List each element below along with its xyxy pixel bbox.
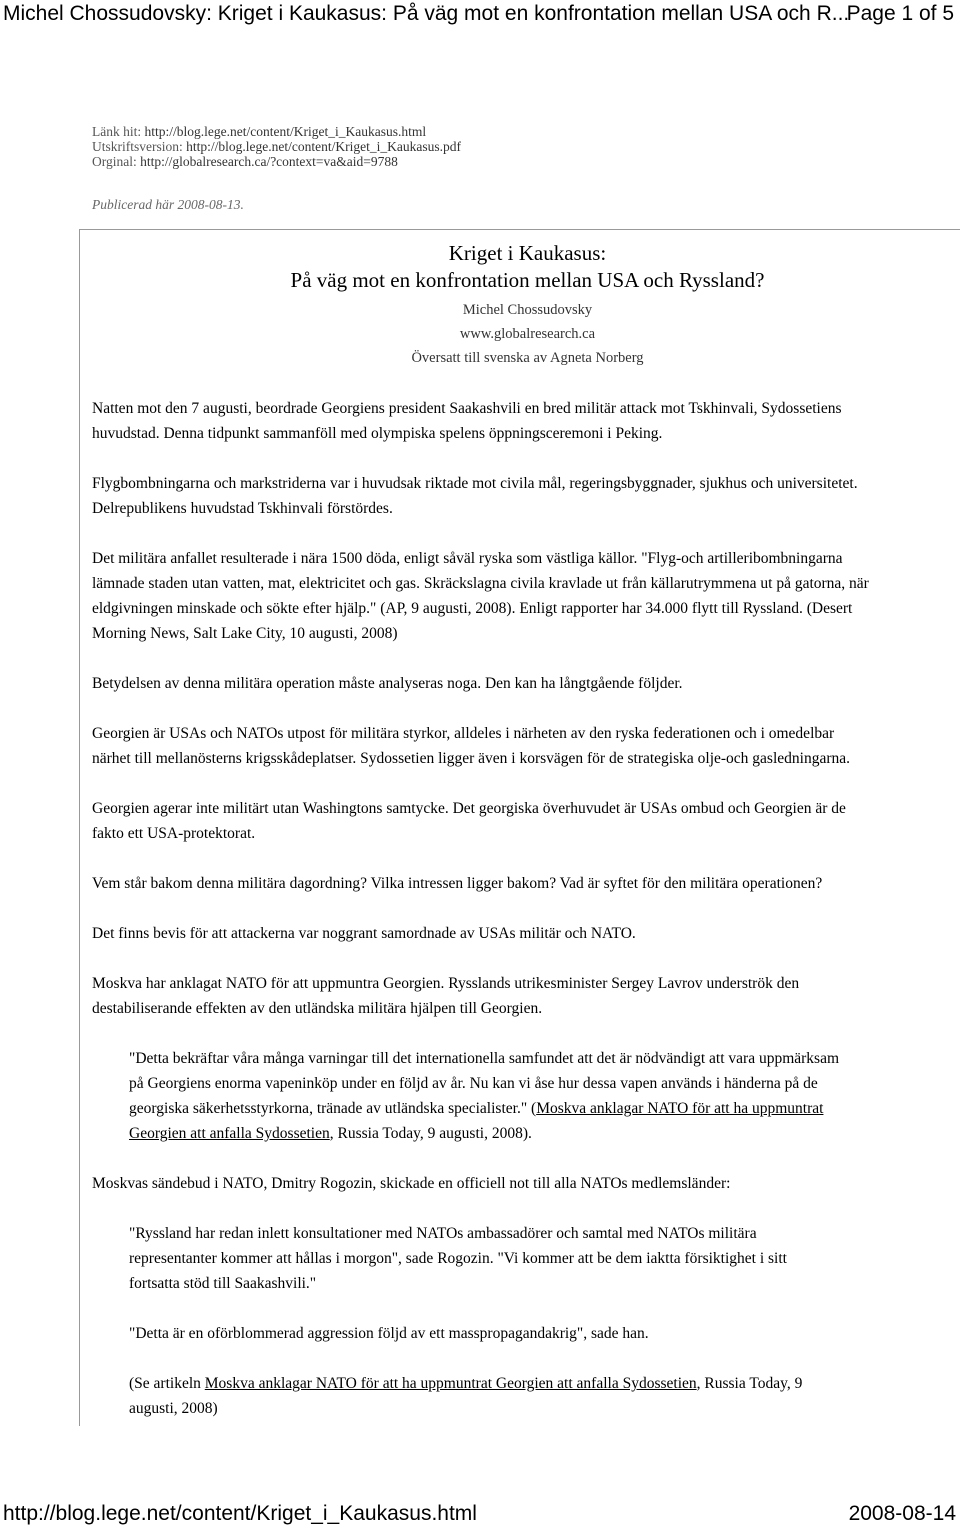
- quote-line: fortsatta stöd till Saakashvili.": [129, 1275, 317, 1292]
- paragraph: [92, 1171, 960, 1196]
- original-url[interactable]: http://globalresearch.ca/?context=va&aid=9788: [140, 154, 398, 169]
- permalink-url[interactable]: http://blog.lege.net/content/Kriget_i_Kaukasus.html: [144, 124, 427, 139]
- paragraph-line: Vem står bakom denna militära dagordning? Vilka intressen ligger bakom? Vad är syftet för den militära operationen?: [92, 875, 823, 892]
- paragraph: [92, 671, 960, 696]
- paragraph: [92, 396, 960, 446]
- permalink-line: [92, 124, 792, 139]
- paragraph-line: huvudstad. Denna tidpunkt sammanföll med olympiska spelens öppningsceremoni i Peking.: [92, 425, 663, 442]
- print-footer-date: 2008-08-14: [848, 1502, 956, 1525]
- article-source-site: www.globalresearch.ca: [459, 326, 596, 342]
- quote-text: (Se artikeln: [129, 1375, 205, 1392]
- paragraph-line: Natten mot den 7 augusti, beordrade Georgiens president Saakashvili en bred militär attack mot Tskhinvali, Sydossetiens: [92, 400, 842, 417]
- quote-line: "Detta är en oförblommerad aggression följd av ett masspropagandakrig", sade han.: [129, 1325, 649, 1342]
- paragraph-line: närhet till mellanösterns krigsskådeplatser. Sydossetien ligger även i korsvägen för de strategiska olje-och gasledningarna.: [92, 750, 850, 767]
- print-header: [0, 0, 960, 30]
- paragraph-line: Georgien agerar inte militärt utan Washingtons samtycke. Det georgiska överhuvudet är USAs ombud och Georgien är de: [92, 800, 846, 817]
- print-version-line: [92, 139, 792, 154]
- original-label: Orginal:: [92, 154, 137, 169]
- quote-line: [129, 1096, 936, 1121]
- print-footer-url: http://blog.lege.net/content/Kriget_i_Kaukasus.html: [3, 1502, 477, 1525]
- paragraph-line: Betydelsen av denna militära operation måste analyseras noga. Den kan ha långtgående följder.: [92, 675, 683, 692]
- paragraph: [92, 546, 960, 646]
- paragraph-line: Morning News, Salt Lake City, 10 augusti, 2008): [92, 625, 398, 642]
- article-title-line-1: Kriget i Kaukasus:: [448, 241, 607, 265]
- quote-line: på Georgiens enorma vapeninköp under en följd av år. Nu kan vi åse hur dessa vapen används i händerna på de: [129, 1075, 818, 1092]
- blockquote: [129, 1371, 936, 1421]
- quote-text: , Russia Today, 9 augusti, 2008).: [329, 1125, 532, 1142]
- quote-line: [129, 1121, 936, 1146]
- source-links: [92, 124, 792, 169]
- paragraph: [92, 871, 960, 896]
- print-header-title: Michel Chossudovsky: Kriget i Kaukasus: På väg mot en konfrontation mellan USA och R...: [3, 2, 850, 25]
- quote-line: "Detta bekräftar våra många varningar till det internationella samfundet att det är nödvändigt att vara uppmärksam: [129, 1050, 840, 1067]
- paragraph: [92, 921, 960, 946]
- quote-line: [129, 1371, 936, 1396]
- blockquote: [129, 1321, 936, 1346]
- quote-line: "Ryssland har redan inlett konsultationer med NATOs ambassadörer och samtal med NATOs militära: [129, 1225, 757, 1242]
- paragraph-line: Det militära anfallet resulterade i nära 1500 döda, enligt såväl ryska som västliga källor. "Flyg-och artilleribombningarna: [92, 550, 843, 567]
- quote-text: , Russia Today, 9: [696, 1375, 803, 1392]
- article-link[interactable]: Moskva anklagar NATO för att ha uppmuntrat Georgien att anfalla Sydossetien: [204, 1375, 697, 1392]
- paragraph-line: Det finns bevis för att attackerna var noggrant samordnade av USAs militär och NATO.: [92, 925, 636, 942]
- paragraph-line: lämnade staden utan vatten, mat, elektricitet och gas. Skräckslagna civila kravlade ut från källarutrymmena ut på gatorna, när: [92, 575, 869, 592]
- article-link[interactable]: Georgien att anfalla Sydossetien: [129, 1125, 330, 1142]
- article-translator: Översatt till svenska av Agneta Norberg: [411, 350, 644, 366]
- paragraph-line: Delrepublikens huvudstad Tskhinvali förstördes.: [92, 500, 393, 517]
- paragraph-line: destabiliserande effekten av den utländska militära hjälpen till Georgien.: [92, 1000, 543, 1017]
- article-header: [0, 240, 960, 370]
- article-link[interactable]: Moskva anklagar NATO för att ha uppmuntrat: [536, 1100, 824, 1117]
- blockquote: [129, 1221, 936, 1296]
- article-title-line-2: På väg mot en konfrontation mellan USA och Ryssland?: [290, 268, 765, 292]
- original-line: [92, 154, 792, 169]
- published-date: Publicerad här 2008-08-13.: [92, 197, 244, 212]
- article-body: [92, 396, 960, 1446]
- article-author: Michel Chossudovsky: [462, 302, 593, 318]
- paragraph-line: eldgivningen minskade och sökte efter hjälp." (AP, 9 augusti, 2008). Enligt rapporter har 34.000 flytt till Ryssland. (Desert: [92, 600, 853, 617]
- print-header-page-number: Page 1 of 5: [846, 2, 954, 25]
- paragraph: [92, 471, 960, 521]
- quote-line: representanter kommer att hållas i morgon", sade Rogozin. "Vi kommer att be dem iaktta försiktighet i sitt: [129, 1250, 787, 1267]
- quote-text: georgiska säkerhetsstyrkorna, tränade av utländska specialister." (: [129, 1100, 537, 1117]
- quote-line: augusti, 2008): [129, 1400, 218, 1417]
- print-version-url[interactable]: http://blog.lege.net/content/Kriget_i_Kaukasus.pdf: [186, 139, 461, 154]
- permalink-label: Länk hit:: [92, 124, 142, 139]
- paragraph-line: Moskva har anklagat NATO för att uppmuntra Georgien. Rysslands utrikesminister Sergey Lavrov underströk den: [92, 975, 800, 992]
- print-version-label: Utskriftsversion:: [92, 139, 183, 154]
- paragraph-line: fakto ett USA-protektorat.: [92, 825, 256, 842]
- paragraph: [92, 796, 960, 846]
- paragraph: [92, 971, 960, 1021]
- paragraph-line: Moskvas sändebud i NATO, Dmitry Rogozin, skickade en officiell not till alla NATOs medlemsländer:: [92, 1175, 731, 1192]
- paragraph-line: Georgien är USAs och NATOs utpost för militära styrkor, alldeles i närheten av den ryska federationen och i omedelbar: [92, 725, 835, 742]
- paragraph: [92, 721, 960, 771]
- print-footer: [0, 1500, 960, 1528]
- blockquote: [129, 1046, 936, 1146]
- paragraph-line: Flygbombningarna och markstriderna var i huvudsak riktade mot civila mål, regeringsbyggnader, sjukhus och universitetet.: [92, 475, 858, 492]
